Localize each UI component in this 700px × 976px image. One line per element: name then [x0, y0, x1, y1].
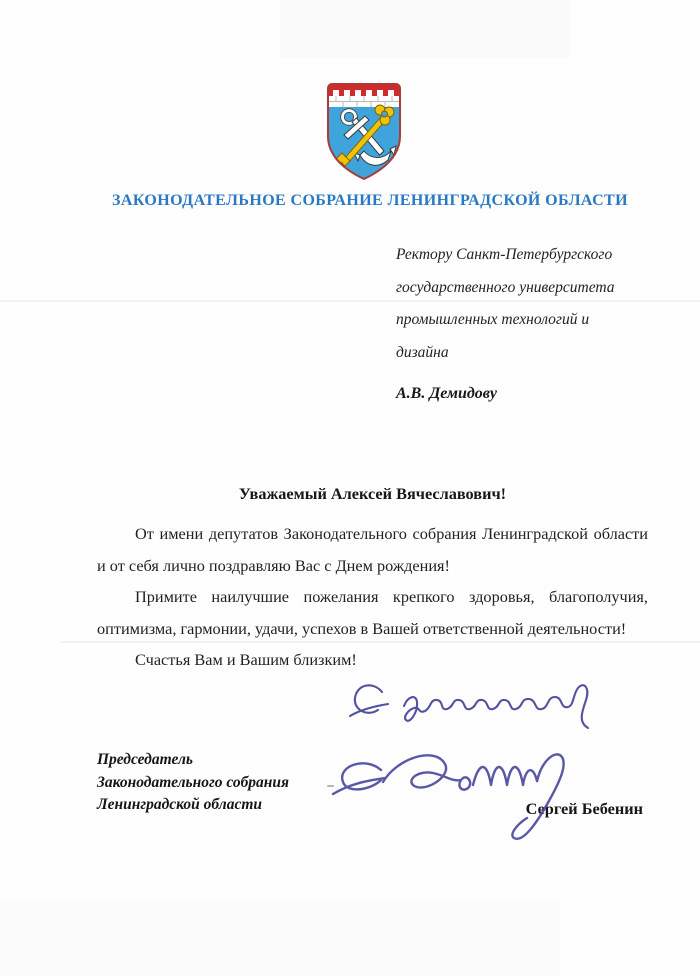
addressee-block: [396, 239, 646, 369]
addressee-line: промышленных технологий и: [396, 311, 590, 328]
coat-of-arms-icon: [322, 79, 406, 183]
addressee-line: государственного университета: [396, 278, 615, 296]
signer-position-line: Законодательного собрания: [97, 773, 290, 791]
addressee-name: А.В. Демидову: [396, 385, 498, 402]
addressee-line: Ректору Санкт-Петербургского: [396, 246, 613, 263]
signer-position-line: Председатель: [97, 751, 193, 768]
letter-body: [97, 518, 648, 676]
scan-artifact: [0, 900, 560, 976]
handwritten-closing-script: [338, 672, 608, 750]
body-paragraph: От имени депутатов Законодательного собрания Ленинградской области и от себя лично поздравляю Вас с Днем рождения!: [97, 524, 648, 575]
body-paragraph: Счастья Вам и Вашим близким!: [135, 650, 357, 669]
signer-position-block: [97, 749, 397, 817]
salutation: Уважаемый Алексей Вячеславович!: [238, 484, 507, 503]
scan-artifact: [280, 0, 570, 58]
body-paragraph: Примите наилучшие пожелания крепкого здоровья, благополучия, оптимизма, гармонии, удачи, успехов в Вашей ответственной деятельности!: [97, 587, 648, 638]
addressee-line: дизайна: [396, 343, 449, 361]
signer-name: Сергей Бебенин: [525, 799, 643, 818]
organization-title: ЗАКОНОДАТЕЛЬНОЕ СОБРАНИЕ ЛЕНИНГРАДСКОЙ ОБЛАСТИ: [112, 192, 628, 209]
signer-position-line: Ленинградской области: [97, 796, 263, 813]
